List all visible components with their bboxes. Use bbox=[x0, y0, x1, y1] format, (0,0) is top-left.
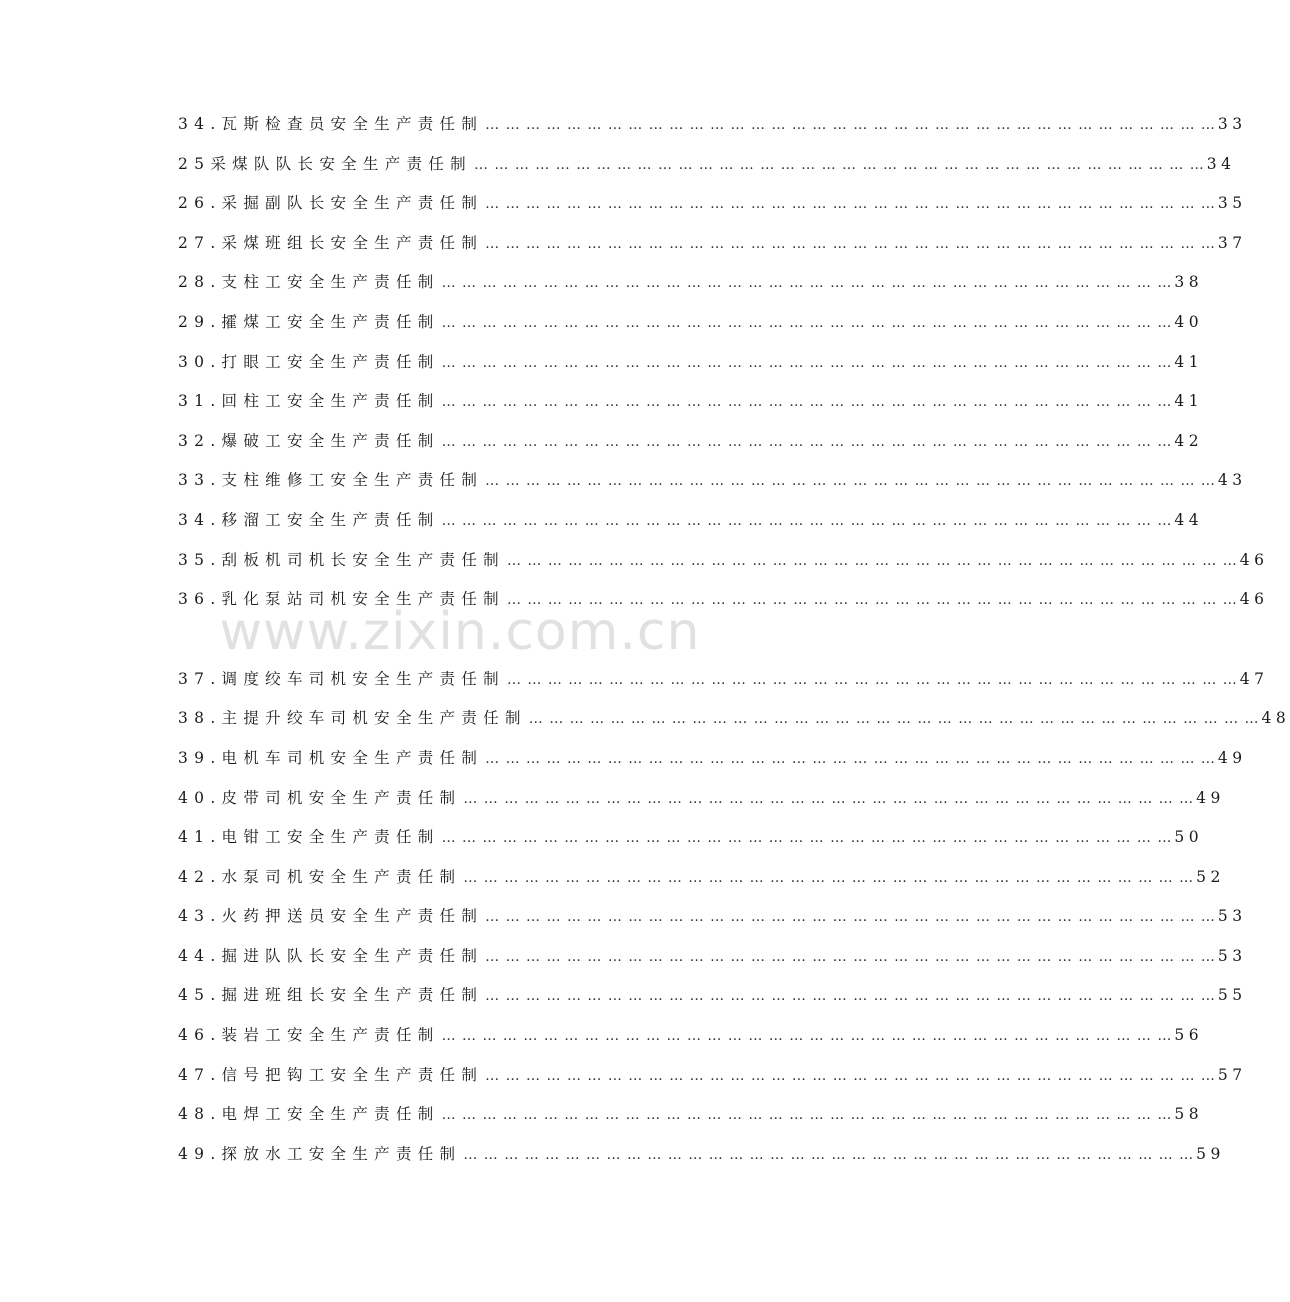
toc-entry[interactable] bbox=[178, 390, 1204, 430]
toc-dot-leader: … … … … … … … … … … … … … … … … … … … … … … … … … … … … … … … … … … … … bbox=[485, 988, 1216, 1005]
toc-dot-leader: … … … … … … … … … … … … … … … … … … … … … … … … … … … … … … … … … … … … bbox=[485, 909, 1216, 926]
watermark: www.zixin.com.cn bbox=[219, 602, 701, 662]
toc-entry-title: 40.皮带司机安全生产责任制 bbox=[178, 788, 462, 807]
toc-page-number: 53 bbox=[1217, 946, 1247, 965]
toc-entry[interactable] bbox=[178, 549, 1269, 589]
toc-page-number: 42 bbox=[1174, 431, 1204, 450]
toc-entry[interactable] bbox=[178, 153, 1236, 193]
toc-page-number: 41 bbox=[1174, 352, 1204, 371]
toc-dot-leader: … … … … … … … … … … … … … … … … … … … … … … … … … … … … … … … … … … … … bbox=[441, 1028, 1173, 1045]
toc-entry[interactable] bbox=[178, 469, 1247, 509]
toc-entry-title: 30.打眼工安全生产责任制 bbox=[178, 352, 440, 371]
toc-entry-title: 43.火药押送员安全生产责任制 bbox=[178, 907, 484, 926]
toc-group-2 bbox=[178, 668, 1290, 1183]
toc-page-number: 47 bbox=[1239, 669, 1269, 688]
toc-entry[interactable] bbox=[178, 509, 1204, 549]
toc-page-number: 44 bbox=[1174, 510, 1204, 529]
toc-entry-title: 47.信号把钩工安全生产责任制 bbox=[178, 1065, 484, 1084]
toc-dot-leader: … … … … … … … … … … … … … … … … … … … … … … … … … … … … … … … … … … … … bbox=[485, 1067, 1216, 1084]
toc-entry-title: 39.电机车司机安全生产责任制 bbox=[178, 748, 484, 767]
toc-entry-title: 36.乳化泵站司机安全生产责任制 bbox=[178, 590, 505, 609]
toc-dot-leader: … … … … … … … … … … … … … … … … … … … … … … … … … … … … … … … … … … … … bbox=[506, 592, 1238, 609]
toc-dot-leader: … … … … … … … … … … … … … … … … … … … … … … … … … … … … … … … … … … … … bbox=[441, 512, 1173, 529]
toc-dot-leader: … … … … … … … … … … … … … … … … … … … … … … … … … … … … … … … … … … … … bbox=[441, 433, 1173, 450]
toc-entry[interactable] bbox=[178, 311, 1204, 351]
toc-dot-leader: … … … … … … … … … … … … … … … … … … … … … … … … … … … … … … … … … … … … bbox=[441, 314, 1173, 331]
toc-page-number: 53 bbox=[1217, 907, 1247, 926]
toc-entry-title: 25采煤队队长安全生产责任制 bbox=[178, 154, 472, 173]
toc-dot-leader: … … … … … … … … … … … … … … … … … … … … … … … … … … … … … … … … … … … … bbox=[485, 750, 1216, 767]
toc-page-number: 58 bbox=[1174, 1105, 1204, 1124]
toc-entry-title: 34.移溜工安全生产责任制 bbox=[178, 510, 440, 529]
toc-dot-leader: … … … … … … … … … … … … … … … … … … … … … … … … … … … … … … … … … … … … bbox=[473, 156, 1205, 173]
toc-entry[interactable] bbox=[178, 351, 1204, 391]
toc-entry[interactable] bbox=[178, 747, 1247, 787]
toc-entry[interactable] bbox=[178, 1064, 1247, 1104]
toc-dot-leader: … … … … … … … … … … … … … … … … … … … … … … … … … … … … … … … … … … … … bbox=[441, 1107, 1173, 1124]
toc-entry-title: 28.支柱工安全生产责任制 bbox=[178, 273, 440, 292]
toc-page-number: 48 bbox=[1261, 709, 1290, 728]
toc-entry[interactable] bbox=[178, 826, 1204, 866]
toc-entry[interactable] bbox=[178, 588, 1269, 628]
toc-dot-leader: … … … … … … … … … … … … … … … … … … … … … … … … … … … … … … … … … … … … bbox=[441, 354, 1173, 371]
toc-page-number: 43 bbox=[1217, 471, 1247, 490]
toc-entry-title: 46.装岩工安全生产责任制 bbox=[178, 1026, 440, 1045]
toc-dot-leader: … … … … … … … … … … … … … … … … … … … … … … … … … … … … … … … … … … … … bbox=[463, 869, 1195, 886]
toc-entry[interactable] bbox=[178, 866, 1225, 906]
toc-dot-leader: … … … … … … … … … … … … … … … … … … … … … … … … … … … … … … … … … … … … bbox=[485, 196, 1216, 213]
toc-page-number: 46 bbox=[1239, 550, 1269, 569]
toc-entry[interactable] bbox=[178, 430, 1204, 470]
toc-page-number: 34 bbox=[1206, 154, 1236, 173]
toc-entry[interactable] bbox=[178, 905, 1247, 945]
toc-entry-title: 49.探放水工安全生产责任制 bbox=[178, 1144, 462, 1163]
toc-dot-leader: … … … … … … … … … … … … … … … … … … … … … … … … … … … … … … … … … … … … bbox=[463, 1146, 1195, 1163]
toc-entry-title: 31.回柱工安全生产责任制 bbox=[178, 392, 440, 411]
toc-page-number: 50 bbox=[1174, 828, 1204, 847]
toc-entry-title: 35.刮板机司机长安全生产责任制 bbox=[178, 550, 505, 569]
toc-dot-leader: … … … … … … … … … … … … … … … … … … … … … … … … … … … … … … … … … … … … bbox=[441, 275, 1173, 292]
toc-entry[interactable] bbox=[178, 984, 1247, 1024]
toc-entry-title: 37.调度绞车司机安全生产责任制 bbox=[178, 669, 505, 688]
toc-page-number: 59 bbox=[1196, 1144, 1225, 1163]
toc-page-number: 37 bbox=[1217, 233, 1247, 252]
toc-group-1 bbox=[178, 113, 1269, 628]
toc-page-number: 56 bbox=[1174, 1026, 1204, 1045]
toc-entry-title: 41.电钳工安全生产责任制 bbox=[178, 828, 440, 847]
toc-entry[interactable] bbox=[178, 113, 1247, 153]
toc-entry-title: 32.爆破工安全生产责任制 bbox=[178, 431, 440, 450]
toc-entry[interactable] bbox=[178, 668, 1269, 708]
toc-dot-leader: … … … … … … … … … … … … … … … … … … … … … … … … … … … … … … … … … … … … bbox=[485, 117, 1216, 133]
toc-entry-title: 44.掘进队队长安全生产责任制 bbox=[178, 946, 484, 965]
toc-dot-leader: … … … … … … … … … … … … … … … … … … … … … … … … … … … … … … … … … … … … bbox=[441, 394, 1173, 411]
toc-page-number: 49 bbox=[1217, 748, 1247, 767]
toc-page-number: 40 bbox=[1174, 312, 1204, 331]
toc-page-number: 35 bbox=[1217, 194, 1247, 213]
toc-page-number: 57 bbox=[1217, 1065, 1247, 1084]
toc-entry-title: 26.采掘副队长安全生产责任制 bbox=[178, 194, 484, 213]
toc-entry[interactable] bbox=[178, 1103, 1204, 1143]
toc-entry[interactable] bbox=[178, 271, 1204, 311]
toc-entry[interactable] bbox=[178, 1024, 1204, 1064]
toc-dot-leader: … … … … … … … … … … … … … … … … … … … … … … … … … … … … … … … … … … … … bbox=[506, 671, 1238, 688]
toc-entry[interactable] bbox=[178, 945, 1247, 985]
toc-entry[interactable] bbox=[178, 192, 1247, 232]
toc-dot-leader: … … … … … … … … … … … … … … … … … … … … … … … … … … … … … … … … … … … … bbox=[463, 790, 1195, 807]
toc-entry-title: 34.瓦斯检查员安全生产责任制 bbox=[178, 115, 484, 133]
toc-entry[interactable] bbox=[178, 707, 1290, 747]
toc-dot-leader: … … … … … … … … … … … … … … … … … … … … … … … … … … … … … … … … … … … … bbox=[485, 473, 1216, 490]
toc-page-number: 55 bbox=[1217, 986, 1247, 1005]
toc-entry-title: 48.电焊工安全生产责任制 bbox=[178, 1105, 440, 1124]
toc-page-number: 46 bbox=[1239, 590, 1269, 609]
toc-page-number: 49 bbox=[1196, 788, 1225, 807]
table-of-contents bbox=[178, 113, 1290, 1182]
toc-page-number: 52 bbox=[1196, 867, 1225, 886]
toc-entry-title: 38.主提升绞车司机安全生产责任制 bbox=[178, 709, 527, 728]
toc-entry-title: 29.攉煤工安全生产责任制 bbox=[178, 312, 440, 331]
toc-entry-title: 33.支柱维修工安全生产责任制 bbox=[178, 471, 484, 490]
toc-entry[interactable] bbox=[178, 232, 1247, 272]
toc-entry-title: 42.水泵司机安全生产责任制 bbox=[178, 867, 462, 886]
toc-dot-leader: … … … … … … … … … … … … … … … … … … … … … … … … … … … … … … … … … … … … bbox=[441, 830, 1173, 847]
toc-page-number: 38 bbox=[1174, 273, 1204, 292]
toc-entry[interactable] bbox=[178, 787, 1225, 827]
toc-entry-title: 27.采煤班组长安全生产责任制 bbox=[178, 233, 484, 252]
toc-page-number: 33 bbox=[1217, 115, 1247, 133]
toc-dot-leader: … … … … … … … … … … … … … … … … … … … … … … … … … … … … … … … … … … … … bbox=[528, 711, 1260, 728]
toc-entry-title: 45.掘进班组长安全生产责任制 bbox=[178, 986, 484, 1005]
toc-dot-leader: … … … … … … … … … … … … … … … … … … … … … … … … … … … … … … … … … … … … bbox=[506, 552, 1238, 569]
toc-dot-leader: … … … … … … … … … … … … … … … … … … … … … … … … … … … … … … … … … … … … bbox=[485, 948, 1216, 965]
toc-page-number: 41 bbox=[1174, 392, 1204, 411]
toc-entry[interactable] bbox=[178, 1143, 1225, 1183]
toc-dot-leader: … … … … … … … … … … … … … … … … … … … … … … … … … … … … … … … … … … … … bbox=[485, 235, 1216, 252]
